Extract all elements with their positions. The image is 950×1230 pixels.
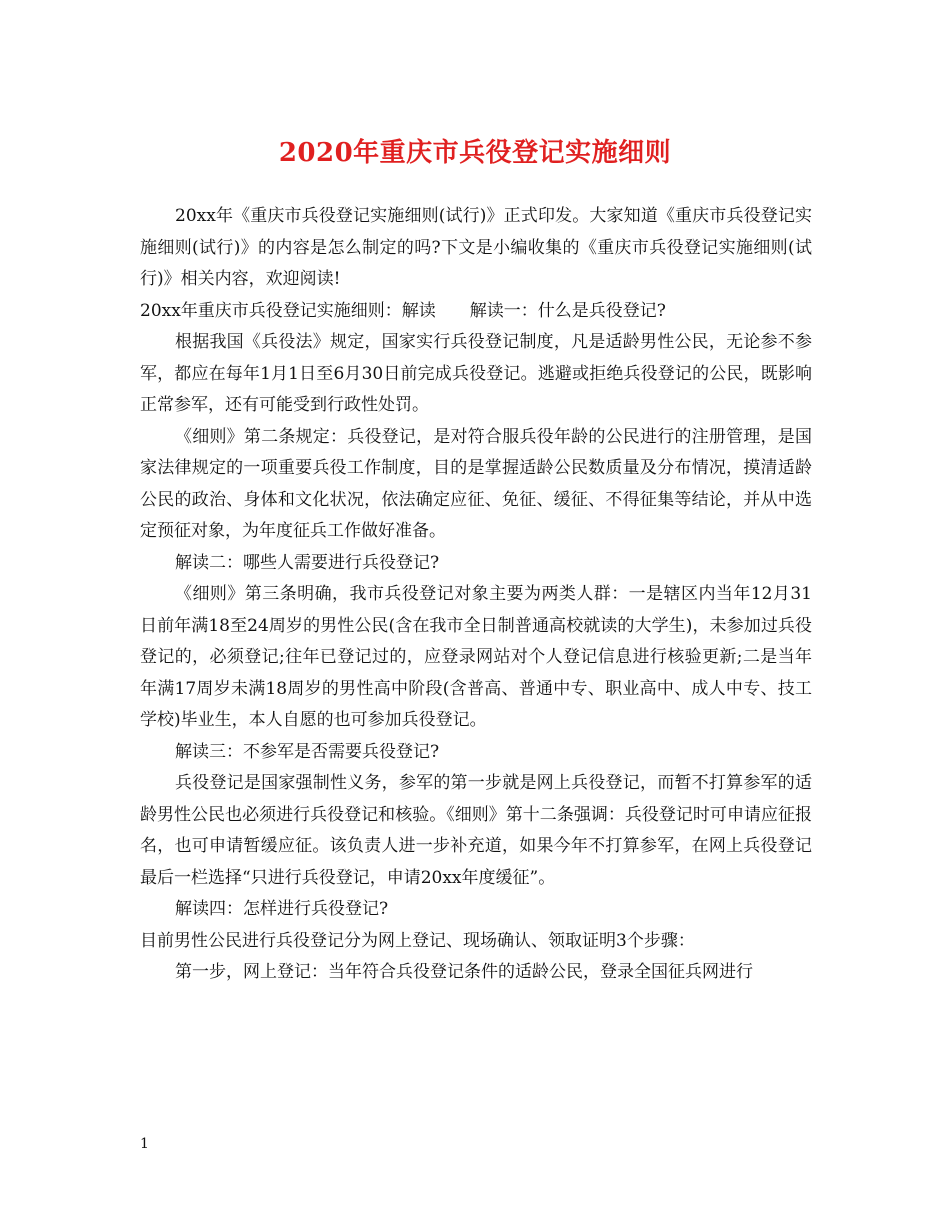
paragraph-article-2: 《细则》第二条规定：兵役登记，是对符合服兵役年龄的公民进行的注册管理，是国家法律规定的一项重要兵役工作制度，目的是掌握适龄公民数质量及分布情况，摸清适龄公民的政治、身体和文化状况，依法确定应征、免征、缓征、不得征集等结论，并从中选定预征对象，为年度征兵工作做好准备。: [140, 426, 812, 541]
page-number: 1: [140, 1136, 149, 1152]
document-title: 2020年重庆市兵役登记实施细则: [278, 138, 672, 168]
paragraph-heading-interpretation-4: 解读四：怎样进行兵役登记?: [175, 899, 389, 919]
paragraph-step-one: 第一步，网上登记：当年符合兵役登记条件的适龄公民，登录全国征兵网进行: [175, 962, 753, 982]
document-body: [140, 201, 812, 989]
paragraph-heading-interpretation-2: 解读二：哪些人需要进行兵役登记?: [175, 552, 440, 573]
paragraph-military-service-law: 根据我国《兵役法》规定，国家实行兵役登记制度，凡是适龄男性公民，无论参不参军，都应在每年1月1日至6月30日前完成兵役登记。逃避或拒绝兵役登记的公民，既影响正常参军，还有可能受到行政性处罚。: [140, 332, 812, 415]
paragraph-heading-interpretation-1: 20xx年重庆市兵役登记实施细则：解读 解读一：什么是兵役登记?: [140, 300, 666, 321]
paragraph-mandatory-duty: 兵役登记是国家强制性义务，参军的第一步就是网上兵役登记，而暂不打算参军的适龄男性公民也必须进行兵役登记和核验。《细则》第十二条强调：兵役登记时可申请应征报名，也可申请暂缓应征。该负责人进一步补充道，如果今年不打算参军，在网上兵役登记最后一栏选择“只进行兵役登记，申请20xx年度缓征”。: [140, 773, 812, 888]
paragraph-three-steps: 目前男性公民进行兵役登记分为网上登记、现场确认、领取证明3个步骤：: [140, 930, 695, 951]
paragraph-article-3: 《细则》第三条明确，我市兵役登记对象主要为两类人群：一是辖区内当年12月31日前年满18至24周岁的男性公民(含在我市全日制普通高校就读的大学生)，未参加过兵役登记的，必须登记;往年已登记过的，应登录网站对个人登记信息进行核验更新;二是当年年满17周岁未满18周岁的男性高中阶段(含普高、普通中专、职业高中、成人中专、技工学校)毕业生，本人自愿的也可参加兵役登记。: [140, 584, 812, 730]
paragraph-intro: 20xx年《重庆市兵役登记实施细则(试行)》正式印发。大家知道《重庆市兵役登记实施细则(试行)》的内容是怎么制定的吗?下文是小编收集的《重庆市兵役登记实施细则(试行)》相关内容，欢迎阅读!: [140, 206, 812, 289]
paragraph-heading-interpretation-3: 解读三：不参军是否需要兵役登记?: [175, 741, 440, 762]
